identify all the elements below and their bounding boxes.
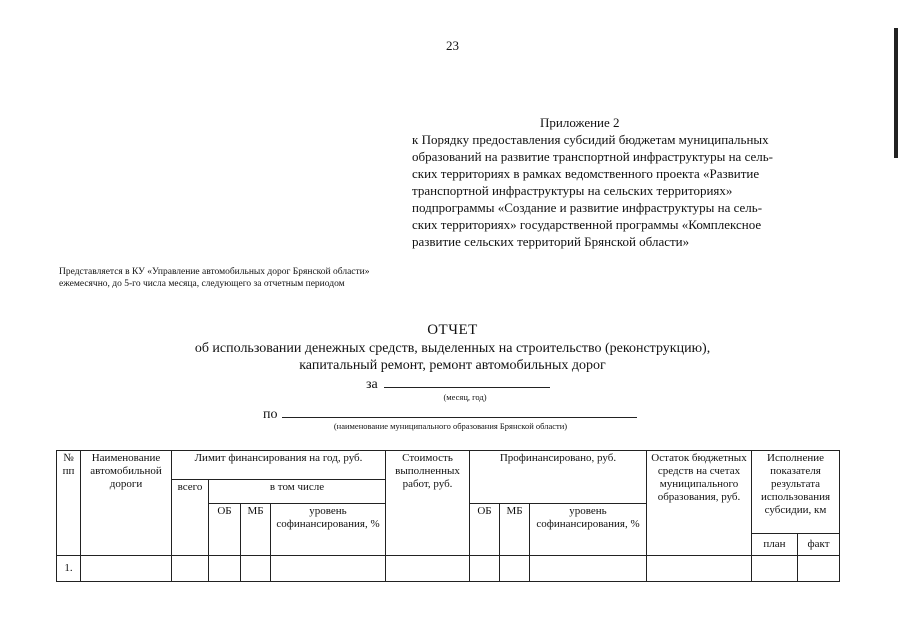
page-number: 23 — [446, 38, 459, 53]
municipality-blank-field[interactable] — [282, 405, 637, 418]
header-financed-cofin: уровень софинансирования, % — [530, 504, 647, 556]
period-hint: (месяц, год) — [443, 392, 487, 402]
header-exec-plan: план — [752, 534, 798, 556]
municipality-label: по — [263, 407, 278, 422]
header-exec-fact: факт — [798, 534, 840, 556]
appendix-line: подпрограммы «Создание и развитие инфраструктуры на сель- — [412, 200, 763, 215]
table-cell[interactable] — [241, 556, 271, 582]
appendix-line: развитие сельских территорий Брянской области» — [412, 234, 690, 249]
table-cell[interactable] — [386, 556, 470, 582]
submission-note — [59, 266, 370, 290]
appendix-line: транспортной инфраструктуры на сельских территориях» — [412, 183, 733, 198]
header-financed: Профинансировано, руб. — [470, 451, 647, 504]
report-subtitle — [0, 340, 905, 374]
appendix-title: Приложение 2 — [540, 115, 620, 130]
table-cell[interactable] — [752, 556, 798, 582]
table-cell[interactable] — [209, 556, 241, 582]
table-cell[interactable] — [530, 556, 647, 582]
header-num: № пп — [57, 451, 81, 556]
report-subtitle-line: капитальный ремонт, ремонт автомобильных дорог — [299, 358, 606, 373]
report-title: ОТЧЕТ — [427, 322, 478, 338]
header-limit-including: в том числе — [209, 480, 386, 504]
header-cost: Стоимость выполненных работ, руб. — [386, 451, 470, 556]
header-limit-cofin: уровень софинансирования, % — [271, 504, 386, 556]
municipality-hint: (наименование муниципального образования Брянской области) — [333, 421, 568, 431]
period-row — [366, 375, 550, 393]
header-execution: Исполнение показателя результата использования субсидии, км — [752, 451, 840, 534]
header-limit-mb: МБ — [241, 504, 271, 556]
table-row — [57, 556, 840, 582]
header-limit-ob: ОБ — [209, 504, 241, 556]
report-table — [56, 450, 840, 582]
table-cell[interactable] — [81, 556, 172, 582]
table-cell[interactable] — [500, 556, 530, 582]
period-blank-field[interactable] — [384, 375, 550, 388]
table-cell[interactable] — [470, 556, 500, 582]
header-road: Наименование автомобильной дороги — [81, 451, 172, 556]
report-subtitle-line: об использовании денежных средств, выделенных на строительство (реконструкцию), — [194, 341, 711, 356]
table-cell[interactable] — [271, 556, 386, 582]
table-cell[interactable] — [647, 556, 752, 582]
submission-line: ежемесячно, до 5-го числа месяца, следующего за отчетным периодом — [59, 279, 345, 289]
header-balance: Остаток бюджетных средств на счетах муниципального образования, руб. — [647, 451, 752, 556]
table-cell[interactable] — [172, 556, 209, 582]
table-cell[interactable] — [798, 556, 840, 582]
appendix-line: образований на развитие транспортной инфраструктуры на сель- — [412, 149, 774, 164]
period-label: за — [366, 377, 378, 392]
header-financed-ob: ОБ — [470, 504, 500, 556]
header-limit-total: всего — [172, 480, 209, 556]
submission-line: Представляется в КУ «Управление автомобильных дорог Брянской области» — [59, 267, 370, 277]
header-financed-mb: МБ — [500, 504, 530, 556]
row-num: 1. — [57, 556, 81, 582]
appendix-line: ских территориях» государственной программы «Комплексное — [412, 217, 762, 232]
appendix-line: к Порядку предоставления субсидий бюджетам муниципальных — [412, 132, 769, 147]
appendix-line: ских территориях в рамках ведомственного проекта «Развитие — [412, 166, 760, 181]
header-limit: Лимит финансирования на год, руб. — [172, 451, 386, 480]
appendix-block — [412, 114, 852, 250]
